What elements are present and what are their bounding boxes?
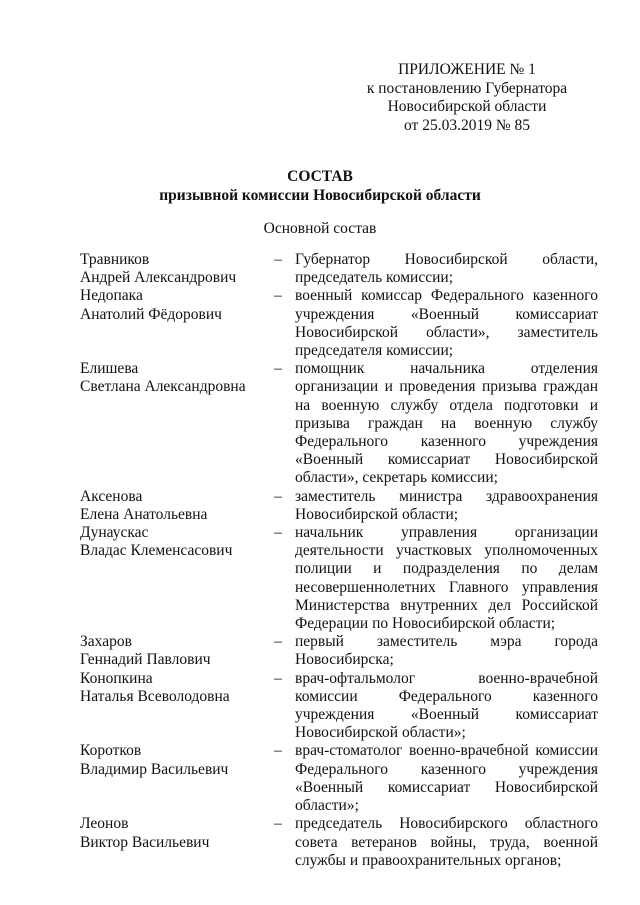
title-line-2: призывной комиссии Новосибирской области: [159, 187, 481, 204]
member-row: [0, 360, 640, 487]
appendix-region: Новосибирской области: [387, 98, 547, 115]
member-given-names: Наталья Всеволодовна: [80, 687, 230, 705]
member-surname: Леонов: [80, 815, 129, 833]
member-dash: –: [274, 487, 282, 505]
appendix-decree-ref: к постановлению Губернатора: [366, 79, 568, 97]
member-dash: –: [274, 633, 282, 651]
member-name: [80, 251, 270, 287]
member-dash: –: [274, 287, 282, 305]
appendix-header: [352, 61, 582, 135]
member-name: [80, 524, 270, 560]
member-row: [0, 287, 640, 360]
member-name: [80, 815, 270, 851]
member-position: председатель Новосибирского областного совета ветеранов войны, труда, военной службы и правоохранительных органов;: [295, 815, 598, 869]
member-given-names: Елена Анатольевна: [80, 505, 208, 523]
member-position: заместитель министра здравоохранения Новосибирской области;: [295, 487, 598, 523]
member-row: [0, 815, 640, 870]
member-position: военный комиссар Федерального казенного учреждения «Военный комиссариат Новосибирской области», заместитель председателя комиссии;: [295, 287, 598, 360]
member-position: врач-стоматолог военно-врачебной комиссии Федерального казенного учреждения «Военный комиссариат Новосибирской области»;: [295, 742, 598, 815]
document-title: [0, 167, 640, 205]
member-given-names: Анатолий Фёдорович: [80, 305, 222, 323]
member-position: помощник начальника отделения организации и проведения призыва граждан на военную службу отдела подготовки и призыва граждан на военную службу Федерального казенного учреждения «Военный комиссариат Новосибирской области», секретарь комиссии;: [295, 360, 598, 487]
member-row: [0, 251, 640, 287]
member-row: [0, 524, 640, 633]
member-name: [80, 633, 270, 669]
members-list: [0, 251, 640, 870]
member-surname: Елишева: [80, 360, 139, 378]
member-position: первый заместитель мэра города Новосибирска;: [295, 633, 598, 669]
appendix-label: ПРИЛОЖЕНИЕ № 1: [398, 61, 536, 78]
member-dash: –: [274, 360, 282, 378]
member-row: [0, 488, 640, 524]
member-dash: –: [274, 815, 282, 833]
member-row: [0, 633, 640, 669]
member-row: [0, 742, 640, 815]
member-surname: Недопака: [80, 287, 143, 305]
member-row: [0, 670, 640, 743]
member-given-names: Геннадий Павлович: [80, 651, 211, 669]
member-given-names: Владас Клеменсасович: [80, 542, 233, 560]
member-given-names: Владимир Васильевич: [80, 760, 229, 778]
member-name: [80, 742, 270, 778]
member-dash: –: [274, 742, 282, 760]
member-name: [80, 670, 270, 706]
member-dash: –: [274, 669, 282, 687]
member-name: [80, 287, 270, 323]
member-position: начальник управления организации деятельности участковых уполномоченных полиции и подразделения по делам несовершеннолетних Главного управления Министерства внутренних дел Российской Федерации по Новосибирской области;: [295, 524, 598, 633]
member-given-names: Светлана Александровна: [80, 378, 246, 396]
appendix-date-number: от 25.03.2019 № 85: [404, 116, 530, 134]
member-surname: Травников: [80, 251, 150, 268]
member-given-names: Виктор Васильевич: [80, 833, 210, 851]
member-position: Губернатор Новосибирской области, председатель комиссии;: [295, 251, 598, 287]
member-position: врач-офтальмолог военно-врачебной комиссии Федерального казенного учреждения «Военный комиссариат Новосибирской области»;: [295, 669, 598, 742]
member-surname: Конопкина: [80, 669, 153, 687]
member-dash: –: [274, 524, 282, 542]
member-dash: –: [274, 251, 282, 268]
member-surname: Дунаускас: [80, 524, 149, 542]
member-name: [80, 488, 270, 524]
member-surname: Аксенова: [80, 487, 143, 505]
member-surname: Коротков: [80, 742, 142, 760]
member-given-names: Андрей Александрович: [80, 269, 237, 287]
member-name: [80, 360, 270, 396]
section-title: Основной состав: [263, 220, 377, 237]
title-line-1: СОСТАВ: [287, 168, 353, 185]
member-surname: Захаров: [80, 633, 132, 651]
